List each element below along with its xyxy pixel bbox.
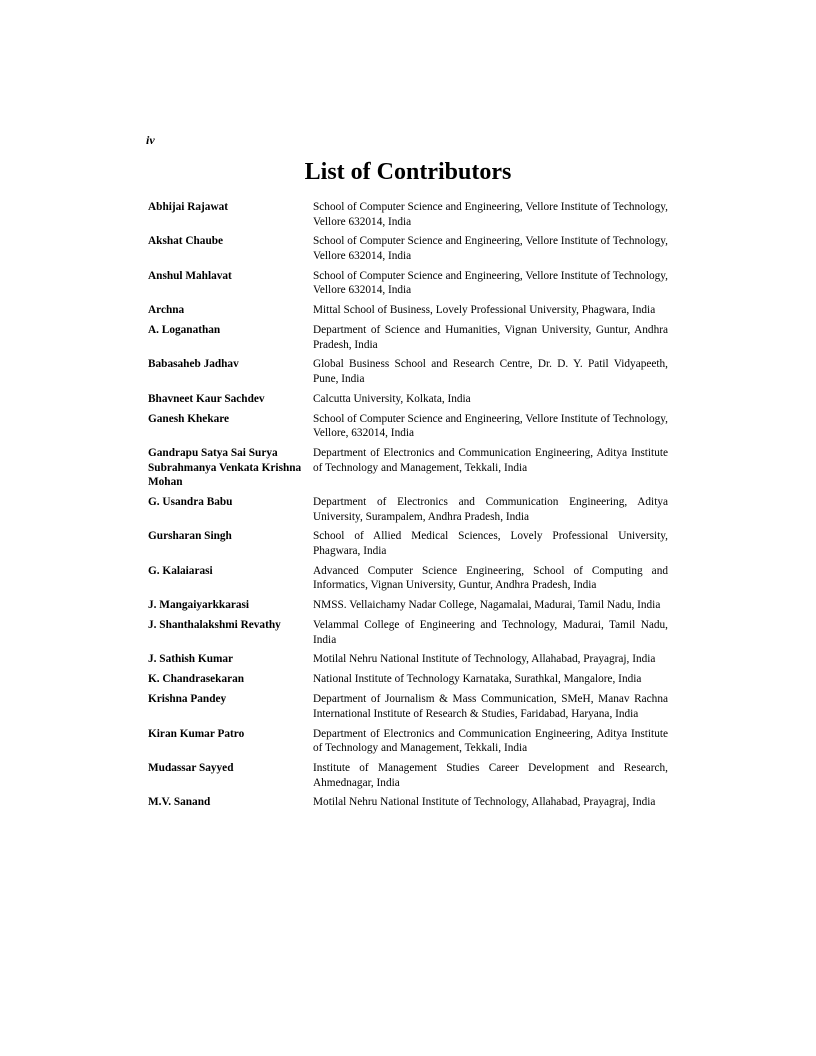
contributor-entry [148, 652, 668, 667]
contributor-name: Mudassar Sayyed [148, 762, 234, 775]
contributor-name: Ganesh Khekare [148, 412, 230, 425]
contributor-affiliation: School of Allied Medical Sciences, Lovely Professional University, Phagwara, India [313, 530, 668, 557]
contributor-name: Bhavneet Kaur Sachdev [148, 392, 265, 405]
contributor-affiliation: Department of Science and Humanities, Vignan University, Guntur, Andhra Pradesh, India [313, 324, 668, 351]
contributor-affiliation: School of Computer Science and Engineering, Vellore Institute of Technology, Vellore 632014, India [313, 235, 668, 262]
contributor-entry [148, 200, 668, 229]
contributor-affiliation: Department of Electronics and Communication Engineering, Aditya Institute of Technology and Management, Tekkali, India [313, 727, 668, 755]
contributor-entry [148, 618, 668, 647]
contributor-entry [148, 795, 668, 810]
contributor-affiliation: School of Computer Science and Engineering, Vellore Institute of Technology, Vellore, 632014, India [313, 412, 668, 440]
contributor-name: J. Mangaiyarkkarasi [148, 599, 250, 612]
page-title: List of Contributors [304, 159, 512, 185]
contributor-affiliation: School of Computer Science and Engineering, Vellore Institute of Technology, Vellore 632014, India [313, 269, 668, 297]
contributor-affiliation: Velammal College of Engineering and Technology, Madurai, Tamil Nadu, India [313, 619, 668, 646]
contributor-name: A. Loganathan [148, 324, 221, 337]
contributor-entry [148, 412, 668, 441]
contributor-entry [148, 672, 668, 687]
contributor-affiliation: Department of Journalism & Mass Communication, SMeH, Manav Rachna International Institute of Research & Studies, Faridabad, Haryana, India [313, 693, 668, 720]
contributor-affiliation: Mittal School of Business, Lovely Professional University, Phagwara, India [313, 304, 656, 317]
contributor-name: Gursharan Singh [148, 530, 232, 543]
contributor-entry [148, 234, 668, 263]
contributor-affiliation: School of Computer Science and Engineering, Vellore Institute of Technology, Vellore 632014, India [313, 201, 668, 228]
contributor-entry [148, 357, 668, 386]
contributor-name: Krishna Pandey [148, 693, 227, 706]
page-folio: iv [146, 133, 155, 147]
contributor-name: G. Usandra Babu [148, 496, 233, 509]
contributor-name: Abhijai Rajawat [148, 201, 229, 213]
contributor-entry [148, 564, 668, 593]
contributor-entry [148, 598, 668, 613]
contributor-name: Akshat Chaube [148, 235, 224, 248]
contributor-list [148, 200, 668, 815]
contributor-entry [148, 529, 668, 558]
contributor-name: K. Chandrasekaran [148, 673, 245, 686]
contributor-name: Babasaheb Jadhav [148, 358, 239, 371]
contributor-name: Kiran Kumar Patro [148, 727, 245, 740]
contributor-name: Anshul Mahlavat [148, 269, 232, 282]
contributor-entry [148, 446, 668, 490]
contributor-affiliation: Department of Electronics and Communication Engineering, Aditya University, Surampalem, Andhra Pradesh, India [313, 496, 668, 523]
contributor-name: J. Sathish Kumar [148, 653, 234, 666]
contributor-name: M.V. Sanand [148, 796, 211, 809]
contributor-entry [148, 495, 668, 524]
contributor-entry [148, 323, 668, 352]
contributor-affiliation: Motilal Nehru National Institute of Technology, Allahabad, Prayagraj, India [313, 796, 656, 809]
contributor-name: J. Shanthalakshmi Revathy [148, 619, 281, 632]
contributor-entry [148, 761, 668, 790]
contributor-affiliation: NMSS. Vellaichamy Nadar College, Nagamalai, Madurai, Tamil Nadu, India [313, 599, 661, 612]
contributor-name: G. Kalaiarasi [148, 564, 213, 577]
contributor-name: Archna [148, 304, 185, 317]
contributor-name: Gandrapu Satya Sai Surya Subrahmanya Venkata Krishna Mohan [148, 447, 302, 489]
contributor-entry [148, 727, 668, 756]
contributor-affiliation: Institute of Management Studies Career Development and Research, Ahmednagar, India [313, 762, 668, 789]
contributor-affiliation: National Institute of Technology Karnataka, Surathkal, Mangalore, India [313, 673, 642, 686]
contributor-entry [148, 692, 668, 721]
contributor-affiliation: Advanced Computer Science Engineering, School of Computing and Informatics, Vignan University, Guntur, Andhra Pradesh, India [313, 564, 668, 592]
contributor-entry [148, 392, 668, 407]
contributor-entry [148, 269, 668, 298]
contributor-entry [148, 303, 668, 318]
contributor-affiliation: Calcutta University, Kolkata, India [313, 392, 471, 405]
contributor-affiliation: Global Business School and Research Centre, Dr. D. Y. Patil Vidyapeeth, Pune, India [313, 358, 668, 385]
contributor-affiliation: Department of Electronics and Communication Engineering, Aditya Institute of Technology and Management, Tekkali, India [313, 447, 668, 474]
contributor-affiliation: Motilal Nehru National Institute of Technology, Allahabad, Prayagraj, India [313, 653, 656, 666]
